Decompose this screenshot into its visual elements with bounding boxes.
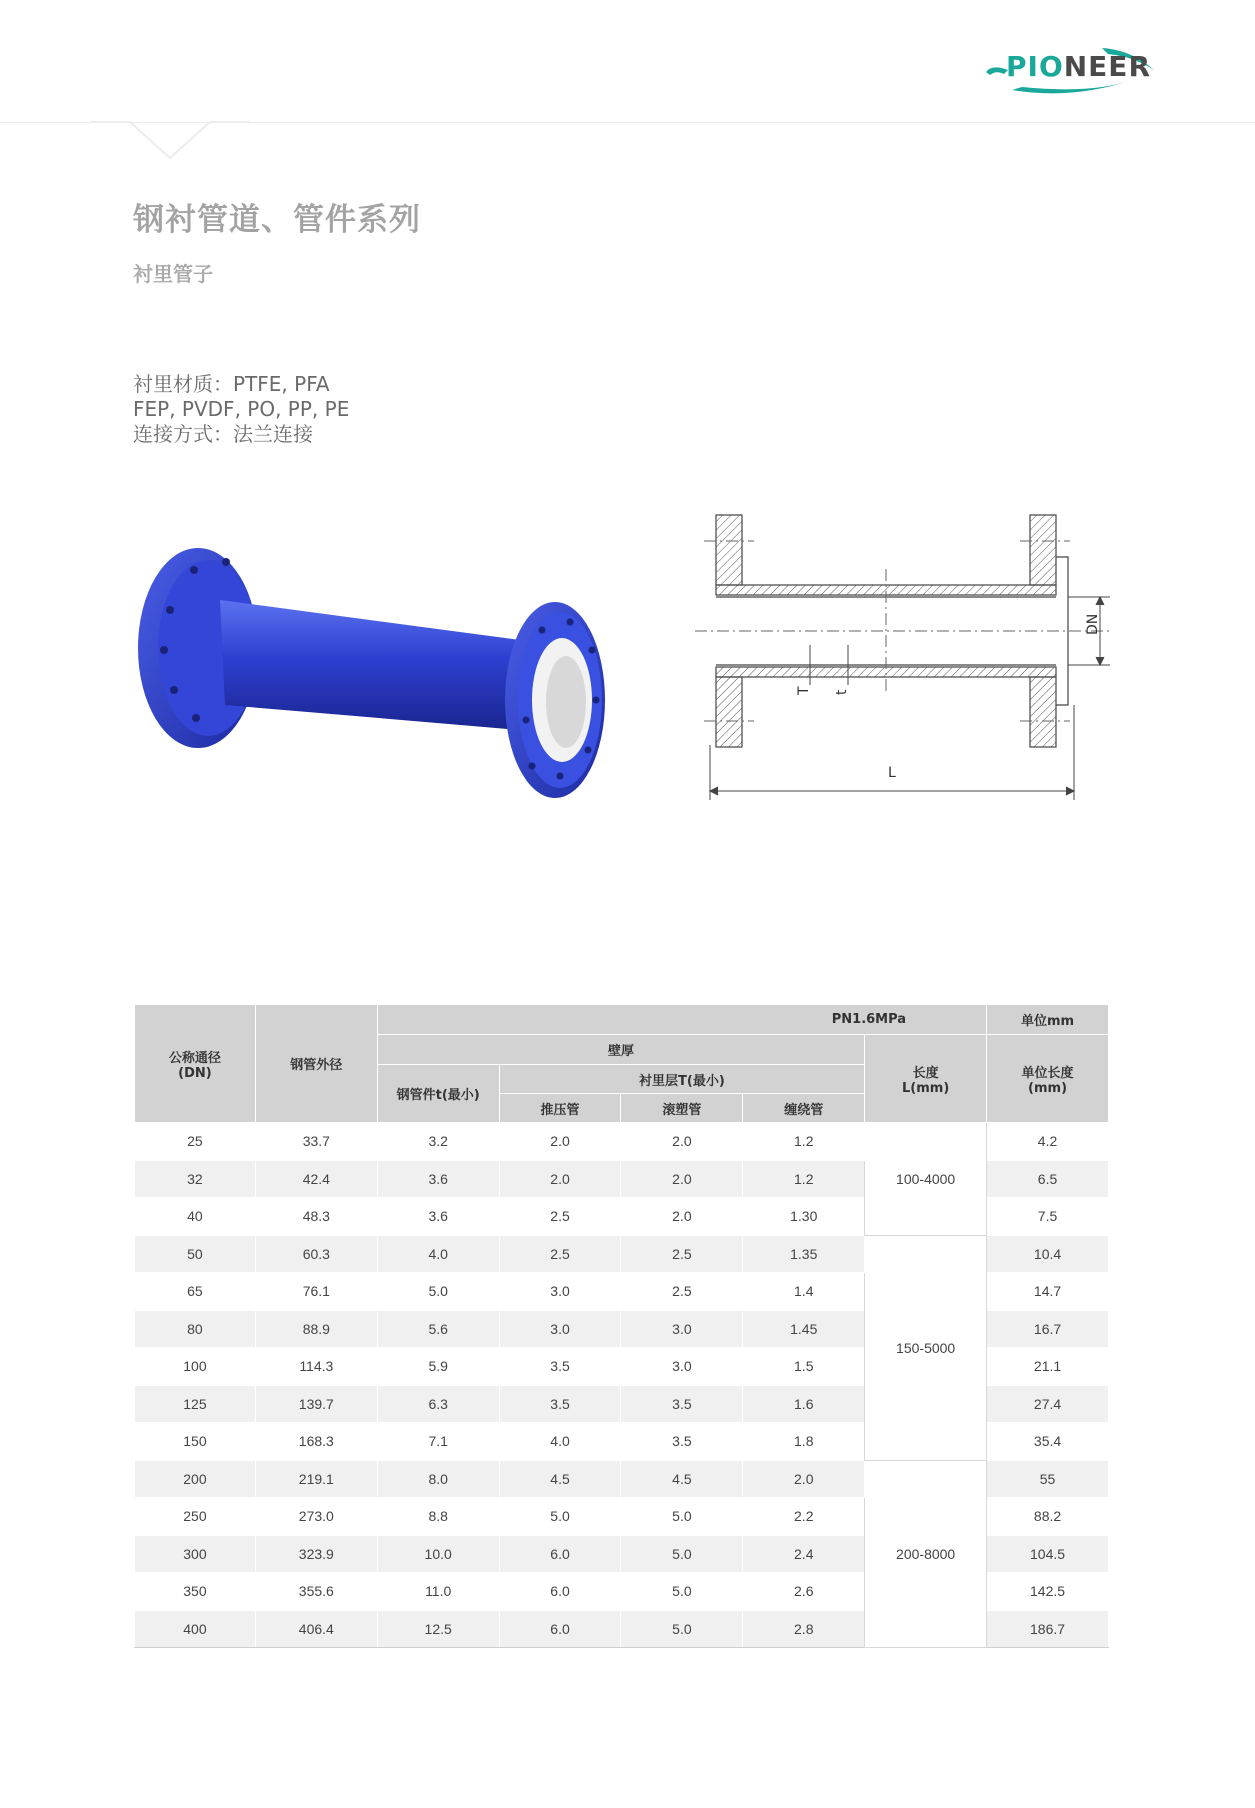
cell-roll: 3.5: [621, 1385, 743, 1423]
cell-push: 2.5: [499, 1198, 621, 1236]
col-steel-t-header: 钢管件t(最小): [377, 1065, 499, 1123]
lined-pipe-image: [130, 530, 610, 800]
cell-unit-length: 142.5: [987, 1573, 1109, 1611]
cell-wrap: 1.35: [743, 1235, 865, 1273]
spec-lines: [133, 372, 349, 447]
cell-unit-length: 14.7: [987, 1273, 1109, 1311]
cell-t: 5.0: [377, 1273, 499, 1311]
dimension-t-small-label: t: [834, 689, 850, 695]
cell-dn: 40: [135, 1198, 256, 1236]
cell-unit-length: 6.5: [987, 1160, 1109, 1198]
col-length-header: 长度 L(mm): [865, 1035, 987, 1123]
cell-unit-length: 27.4: [987, 1385, 1109, 1423]
cell-unit-length: 7.5: [987, 1198, 1109, 1236]
cell-length-range: 200-8000: [865, 1460, 987, 1648]
pressure-header: PN1.6MPa: [377, 1005, 986, 1035]
logo-text-rest: NEER: [1063, 50, 1151, 83]
dimension-l-label: L: [888, 765, 896, 781]
cell-dn: 32: [135, 1160, 256, 1198]
col-od-header: 钢管外径: [255, 1005, 377, 1123]
cell-od: 139.7: [255, 1385, 377, 1423]
cell-t: 12.5: [377, 1610, 499, 1648]
cell-wrap: 2.6: [743, 1573, 865, 1611]
cell-unit-length: 4.2: [987, 1123, 1109, 1161]
cell-unit-length: 16.7: [987, 1310, 1109, 1348]
pioneer-logo: [982, 42, 1172, 102]
cell-wrap: 1.45: [743, 1310, 865, 1348]
cell-t: 7.1: [377, 1423, 499, 1461]
cell-roll: 3.0: [621, 1348, 743, 1386]
table-row: [135, 1460, 1109, 1498]
cell-od: 168.3: [255, 1423, 377, 1461]
cell-dn: 50: [135, 1235, 256, 1273]
cell-push: 3.5: [499, 1348, 621, 1386]
cell-length-range: 150-5000: [865, 1235, 987, 1460]
cell-wrap: 1.4: [743, 1273, 865, 1311]
col-push-header: 推压管: [499, 1094, 621, 1123]
spec-line-connection: 连接方式：法兰连接: [133, 422, 313, 446]
cell-unit-length: 35.4: [987, 1423, 1109, 1461]
cell-dn: 300: [135, 1535, 256, 1573]
cell-t: 3.2: [377, 1123, 499, 1161]
cell-od: 60.3: [255, 1235, 377, 1273]
wall-header: 壁厚: [377, 1035, 864, 1065]
cell-roll: 5.0: [621, 1498, 743, 1536]
cell-wrap: 2.2: [743, 1498, 865, 1536]
cell-od: 88.9: [255, 1310, 377, 1348]
cell-unit-length: 10.4: [987, 1235, 1109, 1273]
table-row: [135, 1123, 1109, 1161]
cell-wrap: 1.5: [743, 1348, 865, 1386]
cell-od: 33.7: [255, 1123, 377, 1161]
cell-wrap: 1.2: [743, 1123, 865, 1161]
cell-t: 3.6: [377, 1198, 499, 1236]
cell-push: 6.0: [499, 1573, 621, 1611]
cell-od: 48.3: [255, 1198, 377, 1236]
cell-roll: 2.0: [621, 1123, 743, 1161]
cell-t: 5.9: [377, 1348, 499, 1386]
logo-text-accent: PIO: [1006, 50, 1064, 83]
cell-push: 3.5: [499, 1385, 621, 1423]
cell-t: 3.6: [377, 1160, 499, 1198]
logo-text: [1006, 50, 1151, 83]
pipe-section-drawing: [690, 505, 1120, 815]
cell-roll: 4.5: [621, 1460, 743, 1498]
cell-od: 355.6: [255, 1573, 377, 1611]
cell-od: 323.9: [255, 1535, 377, 1573]
cell-od: 273.0: [255, 1498, 377, 1536]
cell-od: 406.4: [255, 1610, 377, 1648]
cell-push: 2.0: [499, 1123, 621, 1161]
col-wrap-header: 缠绕管: [743, 1094, 865, 1123]
cell-wrap: 2.8: [743, 1610, 865, 1648]
cell-dn: 25: [135, 1123, 256, 1161]
cell-push: 2.5: [499, 1235, 621, 1273]
page-subtitle: 衬里管子: [133, 262, 213, 286]
cell-unit-length: 55: [987, 1460, 1109, 1498]
cell-unit-length: 186.7: [987, 1610, 1109, 1648]
cell-t: 5.6: [377, 1310, 499, 1348]
cell-dn: 350: [135, 1573, 256, 1611]
cell-unit-length: 88.2: [987, 1498, 1109, 1536]
cell-dn: 400: [135, 1610, 256, 1648]
cell-t: 11.0: [377, 1573, 499, 1611]
cell-dn: 100: [135, 1348, 256, 1386]
col-roll-header: 滚塑管: [621, 1094, 743, 1123]
cell-roll: 3.5: [621, 1423, 743, 1461]
spec-line-material: 衬里材质：PTFE, PFA: [133, 372, 330, 396]
cell-push: 5.0: [499, 1498, 621, 1536]
cell-wrap: 1.8: [743, 1423, 865, 1461]
cell-unit-length: 104.5: [987, 1535, 1109, 1573]
cell-roll: 5.0: [621, 1535, 743, 1573]
cell-roll: 5.0: [621, 1573, 743, 1611]
header-notch: [90, 118, 250, 164]
unit-header: 单位mm: [987, 1005, 1109, 1035]
cell-push: 3.0: [499, 1273, 621, 1311]
dimension-dn-label: DN: [1085, 613, 1101, 635]
col-unit-length-header: 单位长度 (mm): [987, 1035, 1109, 1123]
cell-t: 8.0: [377, 1460, 499, 1498]
cell-push: 2.0: [499, 1160, 621, 1198]
cell-dn: 65: [135, 1273, 256, 1311]
page-title: 钢衬管道、管件系列: [133, 202, 421, 238]
cell-roll: 2.0: [621, 1198, 743, 1236]
cell-wrap: 1.6: [743, 1385, 865, 1423]
lining-header: 衬里层T(最小): [499, 1065, 865, 1094]
cell-push: 3.0: [499, 1310, 621, 1348]
cell-t: 6.3: [377, 1385, 499, 1423]
dimension-t-cap-label: T: [796, 686, 812, 695]
cell-roll: 3.0: [621, 1310, 743, 1348]
cell-od: 114.3: [255, 1348, 377, 1386]
cell-od: 42.4: [255, 1160, 377, 1198]
cell-dn: 150: [135, 1423, 256, 1461]
cell-wrap: 2.0: [743, 1460, 865, 1498]
col-dn-header: 公称通径 (DN): [135, 1005, 256, 1123]
cell-push: 6.0: [499, 1610, 621, 1648]
cell-wrap: 2.4: [743, 1535, 865, 1573]
cell-od: 76.1: [255, 1273, 377, 1311]
cell-od: 219.1: [255, 1460, 377, 1498]
cell-t: 4.0: [377, 1235, 499, 1273]
spec-line-material-cont: FEP, PVDF, PO, PP, PE: [133, 397, 350, 421]
cell-dn: 250: [135, 1498, 256, 1536]
cell-length-range: 100-4000: [865, 1123, 987, 1236]
cell-roll: 2.0: [621, 1160, 743, 1198]
cell-push: 4.5: [499, 1460, 621, 1498]
cell-unit-length: 21.1: [987, 1348, 1109, 1386]
cell-dn: 125: [135, 1385, 256, 1423]
cell-wrap: 1.30: [743, 1198, 865, 1236]
cell-roll: 2.5: [621, 1273, 743, 1311]
cell-push: 6.0: [499, 1535, 621, 1573]
cell-wrap: 1.2: [743, 1160, 865, 1198]
spec-table: [134, 1004, 1109, 1648]
cell-t: 10.0: [377, 1535, 499, 1573]
cell-roll: 2.5: [621, 1235, 743, 1273]
cell-roll: 5.0: [621, 1610, 743, 1648]
cell-push: 4.0: [499, 1423, 621, 1461]
cell-t: 8.8: [377, 1498, 499, 1536]
cell-dn: 80: [135, 1310, 256, 1348]
table-row: [135, 1235, 1109, 1273]
cell-dn: 200: [135, 1460, 256, 1498]
